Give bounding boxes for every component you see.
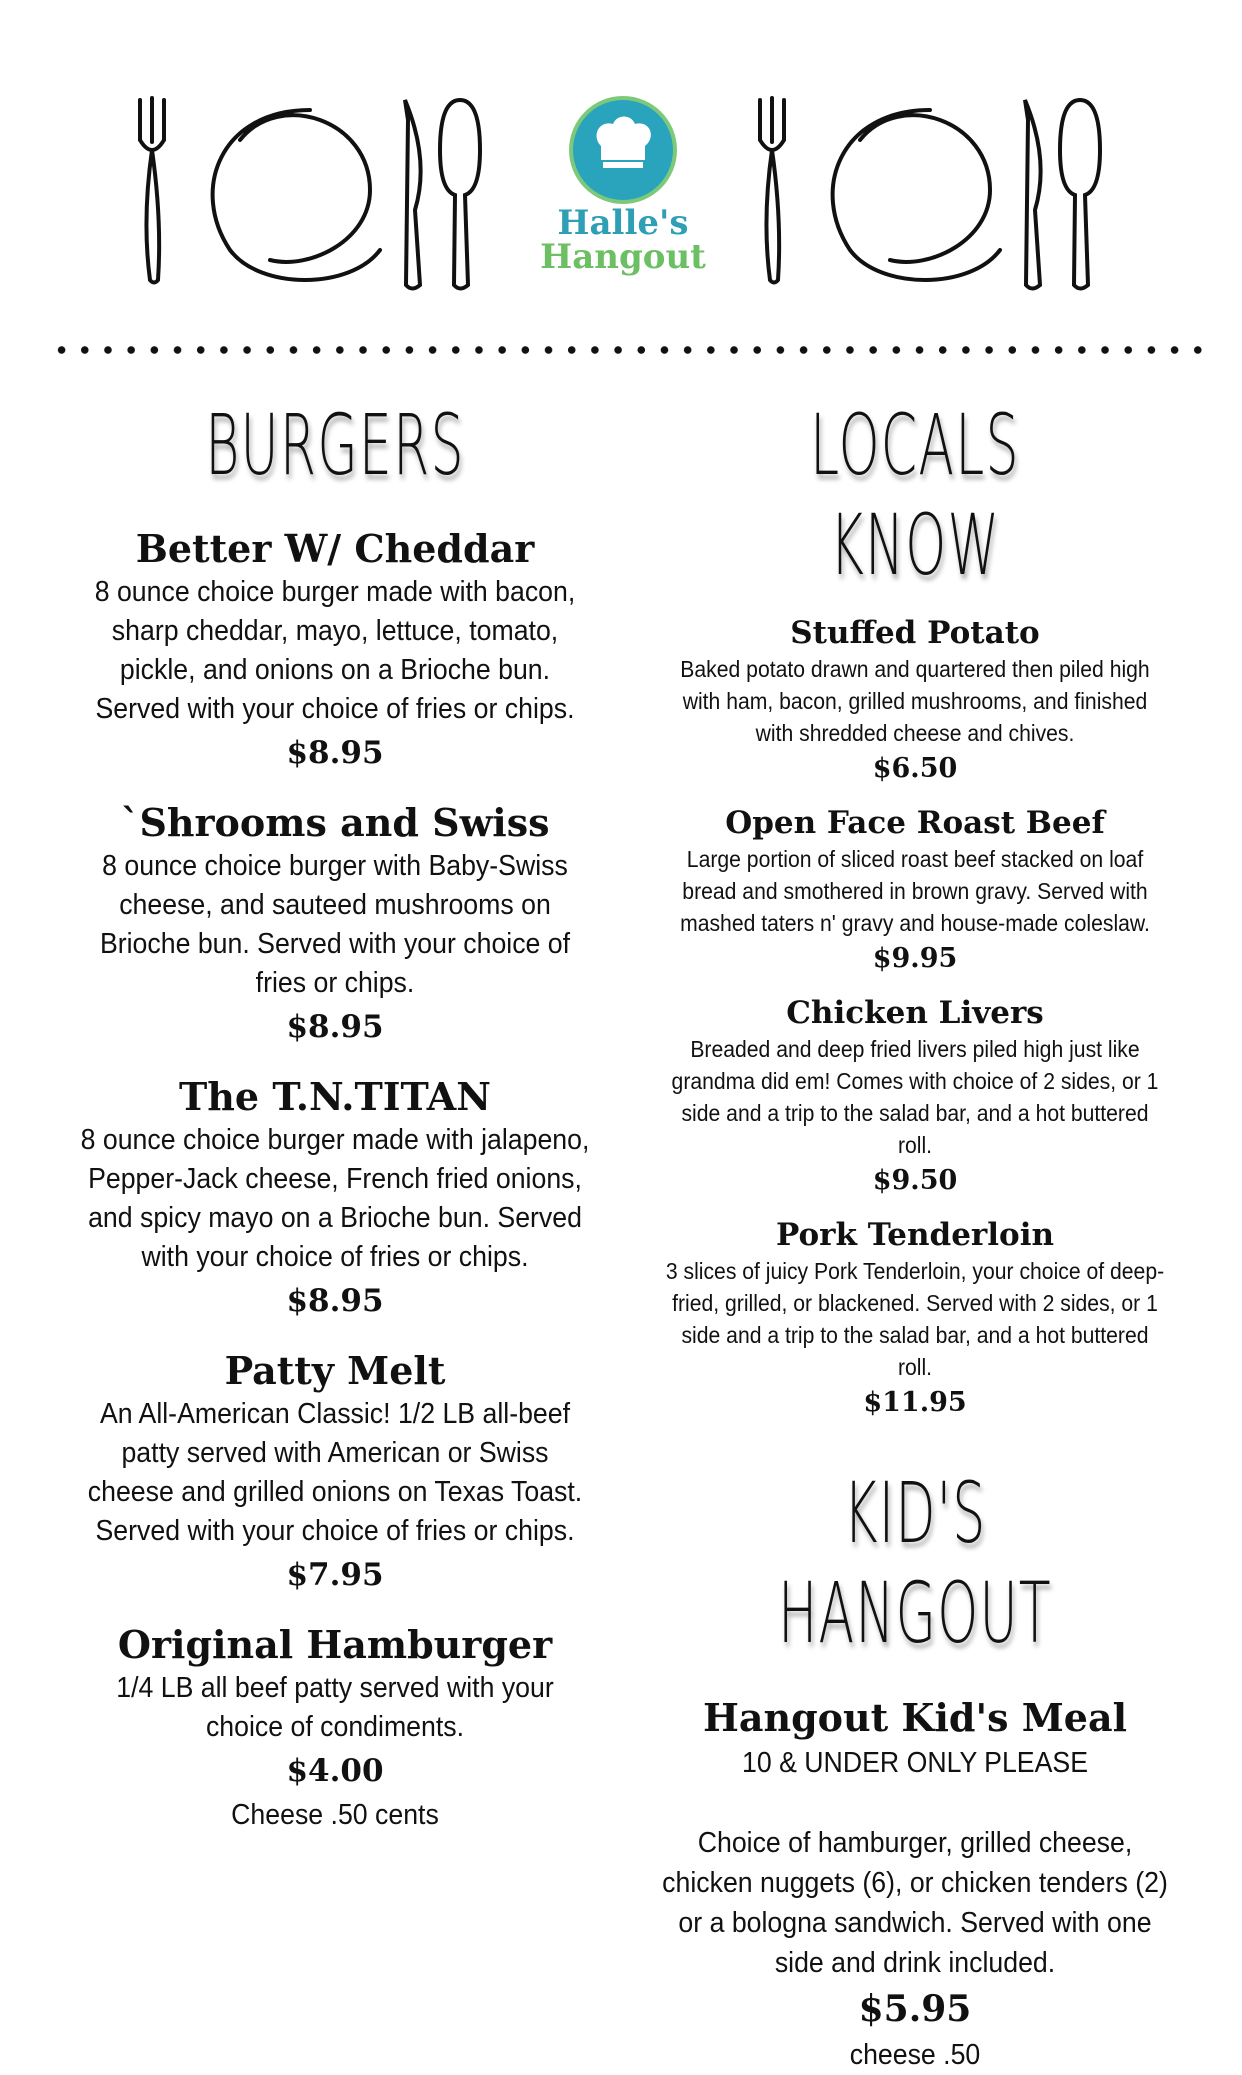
menu-header xyxy=(0,0,1242,330)
plate-icon xyxy=(213,110,380,280)
burgers-section xyxy=(55,395,615,1835)
fork-icon xyxy=(140,98,164,283)
item-price: $7.95 xyxy=(286,1557,384,1593)
logo-line2: Hangout xyxy=(540,237,706,277)
menu-item xyxy=(55,1621,615,1835)
item-name: Chicken Livers xyxy=(786,995,1044,1031)
item-name: Original Hamburger xyxy=(117,1622,553,1667)
item-price: $8.95 xyxy=(286,1283,384,1319)
item-price: $9.50 xyxy=(872,1165,958,1196)
item-name: Open Face Roast Beef xyxy=(725,805,1105,841)
item-name: Better W/ Cheddar xyxy=(135,526,535,571)
item-name: `Shrooms and Swiss xyxy=(120,800,550,845)
item-name: The T.N.TITAN xyxy=(179,1074,491,1119)
kids-section xyxy=(640,1463,1190,2075)
halles-hangout-logo xyxy=(528,100,718,300)
place-setting-right xyxy=(750,80,1110,300)
item-price: $11.95 xyxy=(863,1387,967,1418)
item-desc: 3 slices of juicy Pork Tenderloin, your choice of deep-fried, grilled, or blackened. Served with 2 sides, or 1 side and a trip to the salad bar, and a hot buttered roll. xyxy=(665,1258,1165,1380)
locals-title: LOCALS KNOW xyxy=(810,396,1020,594)
menu-item xyxy=(640,993,1190,1201)
place-setting-icon xyxy=(750,80,1110,300)
kids-title: KID'S HANGOUT xyxy=(778,1464,1052,1662)
chef-hat-badge xyxy=(573,100,673,200)
item-desc: 8 ounce choice burger made with jalapeno, Pepper-Jack cheese, French fried onions, and spicy mayo on a Brioche bun. Served with your choice of fries or chips. xyxy=(80,1124,590,1273)
item-price: $4.00 xyxy=(286,1753,384,1789)
chef-hat-icon xyxy=(591,116,655,186)
item-desc: 8 ounce choice burger with Baby-Swiss cheese, and sauteed mushrooms on Brioche bun. Served with your choice of fries or chips. xyxy=(99,850,571,999)
spoon-icon xyxy=(1060,100,1100,289)
item-desc: 8 ounce choice burger made with bacon, sharp cheddar, mayo, lettuce, tomato, pickle, and onions on a Brioche bun. Served with your choice of fries or chips. xyxy=(94,576,576,725)
logo-text xyxy=(528,203,718,277)
plate-icon xyxy=(833,110,1000,280)
item-price: $6.50 xyxy=(872,753,958,784)
locals-section xyxy=(640,395,1190,2075)
kids-meal-extra: cheese .50 xyxy=(849,2039,981,2071)
kids-age-note: 10 & UNDER ONLY PLEASE xyxy=(741,1747,1089,1779)
place-setting-icon xyxy=(130,80,490,300)
menu-item xyxy=(640,613,1190,789)
dotted-divider xyxy=(50,340,1210,360)
item-desc: Baked potato drawn and quartered then piled high with ham, bacon, grilled mushrooms, and finished with shredded cheese and chives. xyxy=(680,656,1150,746)
kids-meal-name: Hangout Kid's Meal xyxy=(702,1695,1128,1740)
menu-item xyxy=(640,1215,1190,1423)
menu-item xyxy=(55,525,615,777)
knife-icon xyxy=(405,100,421,289)
item-name: Pork Tenderloin xyxy=(775,1217,1055,1253)
item-price: $9.95 xyxy=(872,943,958,974)
logo-line1: Halle's xyxy=(557,203,689,243)
menu-item xyxy=(640,803,1190,979)
knife-icon xyxy=(1025,100,1041,289)
item-name: Patty Melt xyxy=(224,1348,446,1393)
burgers-title: BURGERS xyxy=(205,396,465,494)
place-setting-left xyxy=(130,80,490,300)
spoon-icon xyxy=(440,100,480,289)
item-desc: An All-American Classic! 1/2 LB all-beef patty served with American or Swiss cheese and grilled onions on Texas Toast. Served with your choice of fries or chips. xyxy=(87,1398,583,1547)
menu-item xyxy=(55,1347,615,1599)
item-price: $8.95 xyxy=(286,735,384,771)
item-desc: 1/4 LB all beef patty served with your choice of condiments. xyxy=(116,1672,554,1743)
menu-item xyxy=(55,1073,615,1325)
item-name: Stuffed Potato xyxy=(790,615,1040,651)
kids-meal-desc: Choice of hamburger, grilled cheese, chicken nuggets (6), or chicken tenders (2) or a bologna sandwich. Served with one side and drink included. xyxy=(662,1827,1168,1979)
item-extra: Cheese .50 cents xyxy=(231,1799,439,1831)
item-desc: Breaded and deep fried livers piled high just like grandma did em! Comes with choice of 2 sides, or 1 side and a trip to the salad bar, and a hot buttered roll. xyxy=(671,1036,1159,1158)
item-desc: Large portion of sliced roast beef stacked on loaf bread and smothered in brown gravy. Served with mashed taters n' gravy and house-made coleslaw. xyxy=(680,846,1150,936)
kids-meal-price: $5.95 xyxy=(858,1988,972,2030)
fork-icon xyxy=(760,98,784,283)
menu-item xyxy=(55,799,615,1051)
item-price: $8.95 xyxy=(286,1009,384,1045)
